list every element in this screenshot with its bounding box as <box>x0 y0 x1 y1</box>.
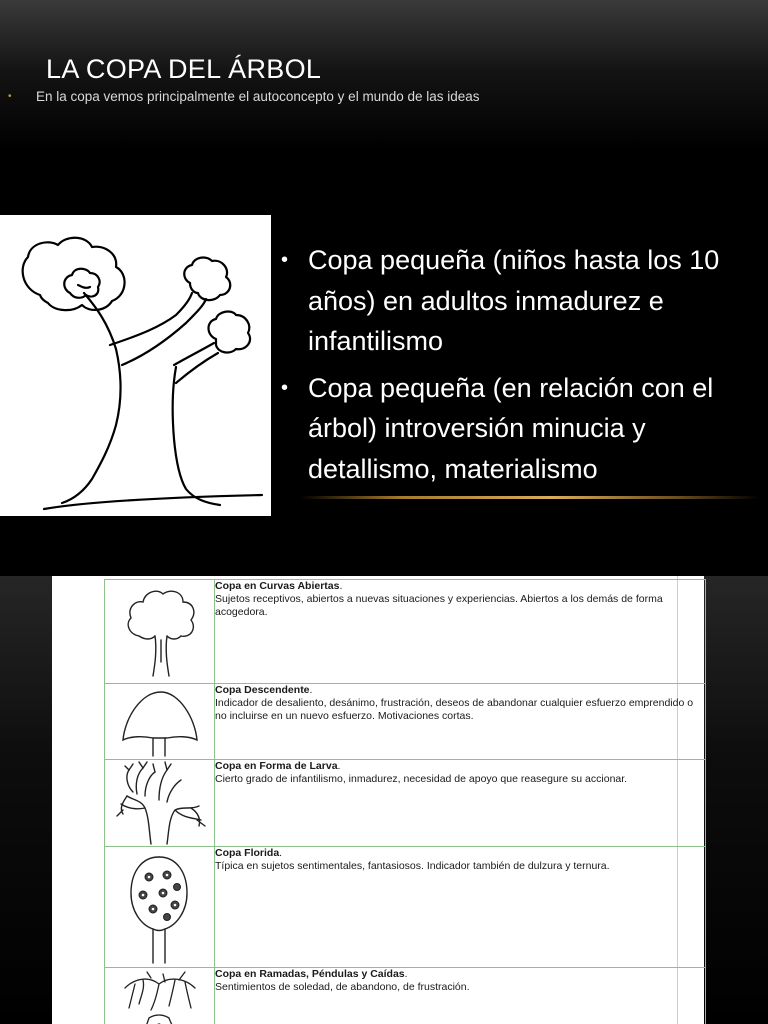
tree-drawing-image <box>0 215 271 516</box>
crown-type-name: Copa en Curvas Abiertas <box>215 580 340 592</box>
open-curves-tree-icon <box>105 580 214 680</box>
bullet-symbol: • <box>281 249 289 271</box>
tree-drawing-icon <box>0 215 271 516</box>
bullet-item <box>281 240 761 362</box>
crown-type-description: Cierto grado de infantilismo, inmadurez, necesidad de apoyo que reasegure su accionar. <box>215 773 628 785</box>
bullet-item <box>281 368 761 490</box>
crown-type-description: Sujetos receptivos, abiertos a nuevas situaciones y experiencias. Abiertos a los demás de forma acogedora. <box>215 593 663 618</box>
crown-type-name: Copa en Ramadas, Péndulas y Caídas <box>215 968 405 980</box>
crown-type-name: Copa en Forma de Larva <box>215 760 338 772</box>
table-row: Copa en Forma de Larva. Cierto grado de infantilismo, inmadurez, necesidad de apoyo que reasegure su accionar. <box>105 760 706 847</box>
gold-divider <box>300 496 760 499</box>
document-page <box>52 576 704 1024</box>
larva-crown-tree-icon <box>105 760 214 845</box>
crown-types-table <box>104 579 706 1024</box>
table-row: Copa en Curvas Abiertas. Sujetos receptivos, abiertos a nuevas situaciones y experiencias. Abiertos a los demás de forma acogedora. <box>105 580 706 684</box>
bullet-text: Copa pequeña (en relación con el árbol) introversión minucia y detallismo, materialismo <box>308 372 714 484</box>
bullet-list <box>281 240 761 495</box>
crown-type-name: Copa Descendente <box>215 684 310 696</box>
flowered-crown-tree-icon <box>105 847 214 966</box>
crown-type-name: Copa Florida <box>215 847 280 859</box>
subtitle-text: En la copa vemos principalmente el autoconcepto y el mundo de las ideas <box>36 89 480 104</box>
bullet-symbol: • <box>281 376 289 399</box>
crown-type-description: Típica en sujetos sentimentales, fantasiosos. Indicador también de dulzura y ternura. <box>215 860 610 872</box>
crown-type-description: Indicador de desaliento, desánimo, frustración, deseos de abandonar cualquier esfuerzo emprendido o no incluirse en un nuevo esfuerzo. Motivaciones cortas. <box>215 697 694 722</box>
document-area <box>0 576 768 1024</box>
descending-crown-tree-icon <box>105 684 214 758</box>
bullet-text: Copa pequeña (niños hasta los 10 años) en adultos inmadurez e infantilismo <box>308 245 720 356</box>
crown-type-description: Sentimientos de soledad, de abandono, de frustración. <box>215 981 470 993</box>
table-row: Copa Descendente. Indicador de desaliento, desánimo, frustración, deseos de abandonar cualquier esfuerzo emprendido o no incluirse en un nuevo esfuerzo. Motivaciones cortas. <box>105 684 706 760</box>
subtitle-row <box>8 89 480 104</box>
drooping-branches-tree-icon <box>105 968 214 1024</box>
slide-title: LA COPA DEL ÁRBOL <box>46 54 322 84</box>
table-row: Copa Florida. Típica en sujetos sentimentales, fantasiosos. Indicador también de dulzura y ternura. <box>105 847 706 968</box>
subtitle-bullet: • <box>8 91 12 102</box>
table-row: Copa en Ramadas, Péndulas y Caídas. Sentimientos de soledad, de abandono, de frustración. <box>105 968 706 1024</box>
